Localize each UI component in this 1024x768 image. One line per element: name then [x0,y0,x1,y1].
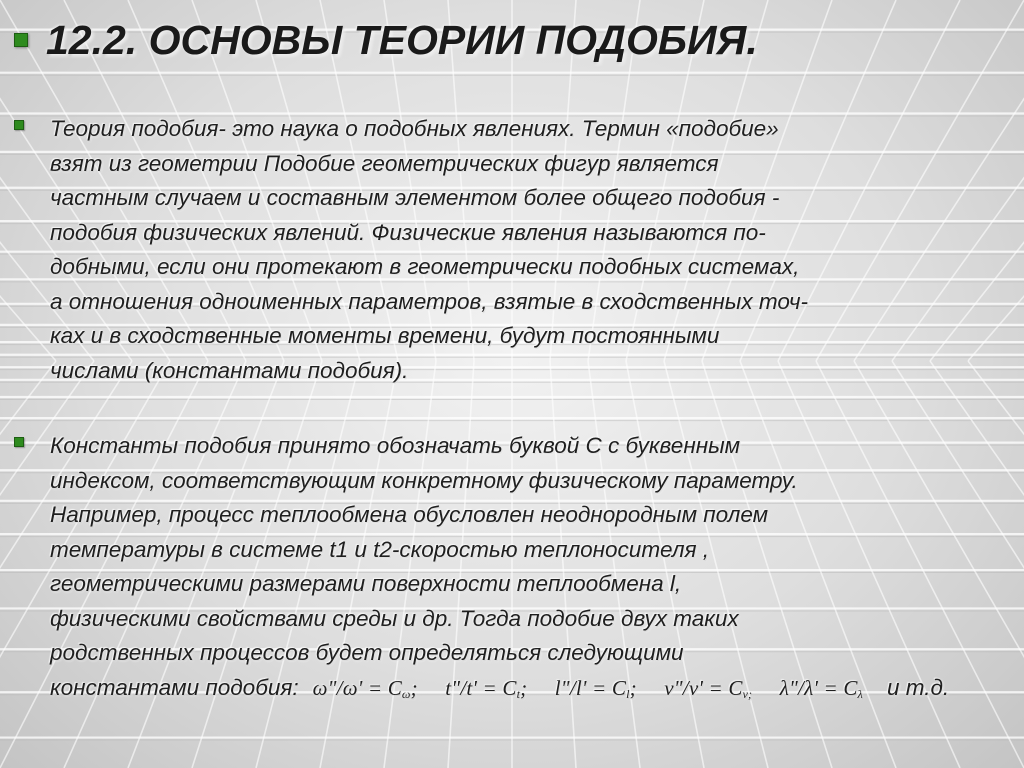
paragraph-lines [50,112,808,388]
formula-lambda: λ"/λ' = $C_\lambda$ [779,675,863,701]
formula-line [50,671,949,706]
green-square-bullet-icon [14,33,28,47]
paragraph-lines [50,429,949,705]
formula-length: l"/l' = $C_l$; [554,675,637,701]
text-line: Например, процесс теплообмена обусловлен неоднородным полем [50,502,769,527]
green-square-bullet-icon [14,437,24,447]
text-line: ках и в сходственные моменты времени, будут постоянными [50,323,720,348]
text-line: Теория подобия- это наука о подобных явлениях. Термин «подобие» [50,116,779,141]
text-line: родственных процессов будет определяться следующими [50,640,684,665]
text-line: индексом, соответствующим конкретному физическому параметру. [50,467,798,493]
text-line: числами (константами подобия). [50,357,409,383]
formula-velocity: v"/v' = $C_{v;}$ [664,675,753,701]
constants-label: константами подобия: [50,674,299,700]
slide-title [14,10,1004,70]
text-line: подобия физических явлений. Физические явления называются по- [50,219,766,245]
grid-line [0,361,56,768]
etc-text: и т.д. [886,674,950,700]
text-line: частным случаем и составным элементом более общего подобия - [50,185,780,210]
text-line: взят из геометрии Подобие геометрических фигур является [50,150,719,176]
green-square-bullet-icon [14,120,24,130]
title-text: 12.2. ОСНОВЫ ТЕОРИИ ПОДОБИЯ. [46,16,758,63]
text-line: геометрическими размерами поверхности теплообмена l, [50,571,682,596]
text-line: физическими свойствами среды и др. Тогда подобие двух таких [50,605,739,631]
text-line: добными, если они протекают в геометрически подобных системах, [50,254,800,279]
formula-time: t"/t' = $C_t$; [445,675,528,701]
formula-omega: ω"/ω' = $C_\omega$; [312,675,418,701]
text-line: температуры в системе t1 и t2-скоростью теплоносителя , [50,536,710,562]
text-line: Константы подобия принято обозначать буквой С с буквенным [50,433,741,458]
text-line: а отношения одноименных параметров, взятые в сходственных точ- [50,288,808,314]
similarity-constants-formula [313,671,863,712]
grid-line [968,361,1024,768]
